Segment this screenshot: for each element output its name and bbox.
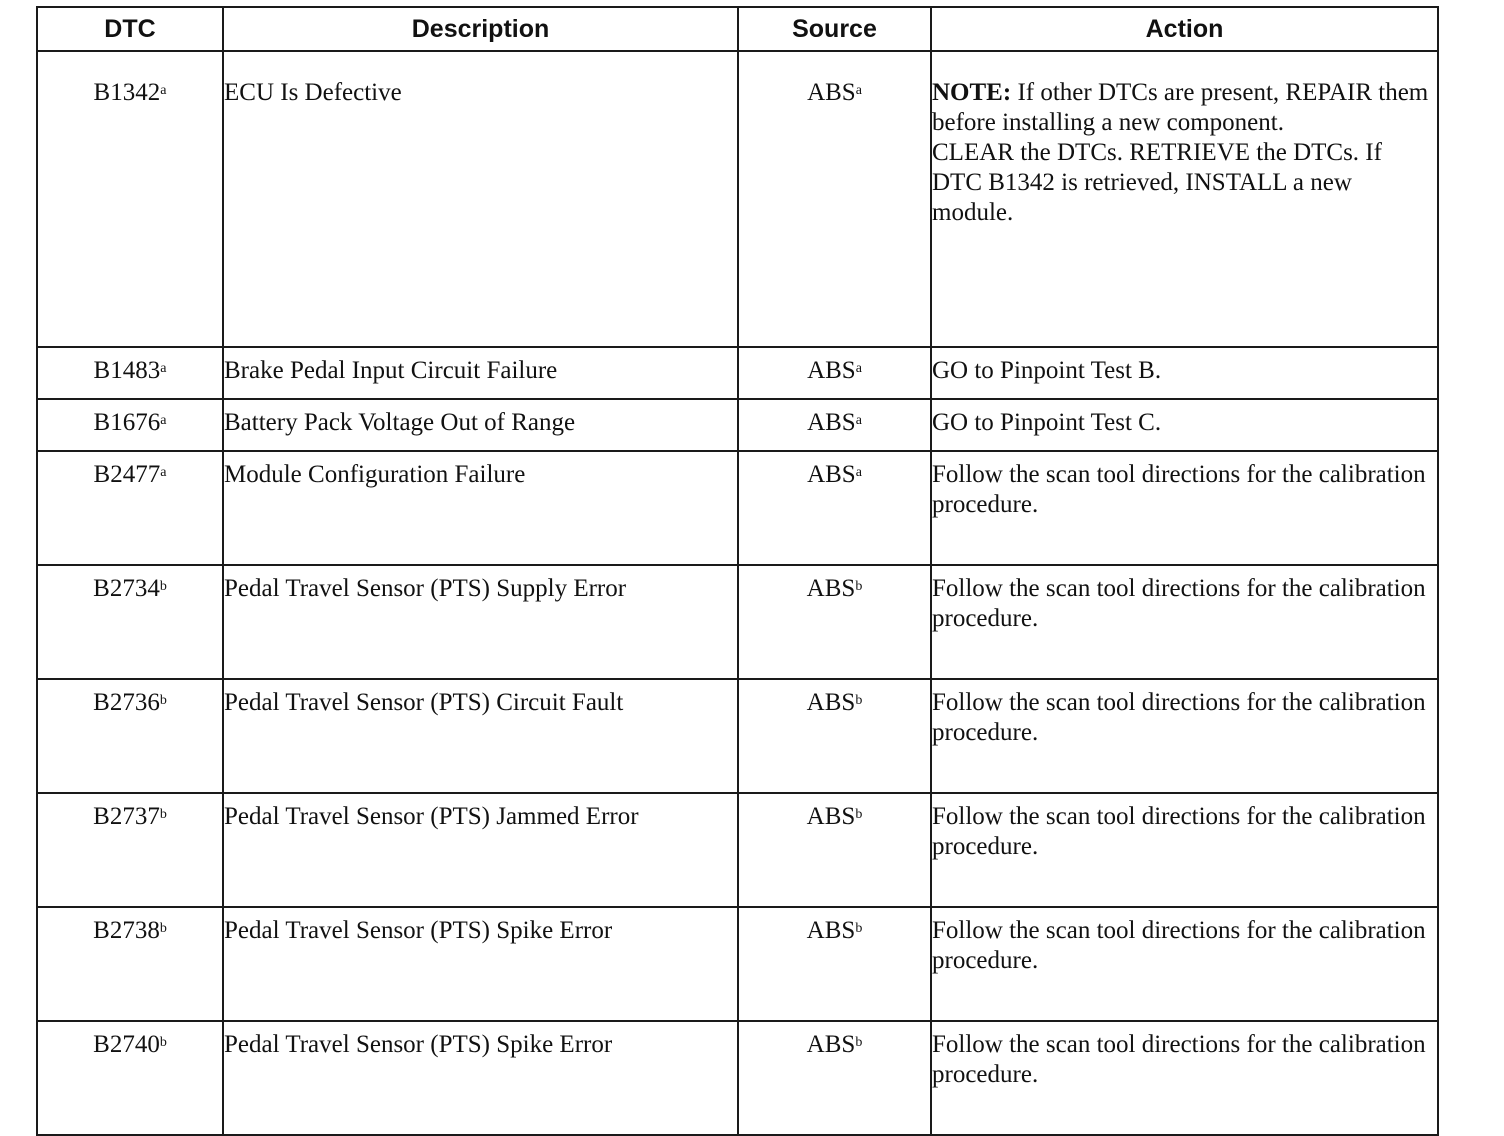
table-row	[37, 51, 1438, 347]
source-cell: ABS$^a$	[738, 347, 931, 399]
dtc-cell: B1676$^a$	[37, 399, 223, 451]
dtc-cell: B2477$^a$	[37, 451, 223, 565]
dtc-cell: B2740$^b$	[37, 1021, 223, 1135]
action-cell: Follow the scan tool directions for the calibration procedure.	[931, 679, 1438, 793]
action-cell: Follow the scan tool directions for the calibration procedure.	[931, 1021, 1438, 1135]
action-cell: GO to Pinpoint Test B.	[931, 347, 1438, 399]
source-cell: ABS$^b$	[738, 793, 931, 907]
description-cell: Pedal Travel Sensor (PTS) Supply Error	[223, 565, 738, 679]
table-row	[37, 679, 1438, 793]
table-row	[37, 347, 1438, 399]
description-cell: Battery Pack Voltage Out of Range	[223, 399, 738, 451]
note-label: NOTE:	[932, 79, 1012, 106]
action-cell: Follow the scan tool directions for the calibration procedure.	[931, 907, 1438, 1021]
table-row	[37, 565, 1438, 679]
table-row	[37, 399, 1438, 451]
description-cell: Pedal Travel Sensor (PTS) Circuit Fault	[223, 679, 738, 793]
action-cell: Follow the scan tool directions for the calibration procedure.	[931, 565, 1438, 679]
source-cell: ABS$^a$	[738, 399, 931, 451]
description-cell: Pedal Travel Sensor (PTS) Spike Error	[223, 907, 738, 1021]
table-row	[37, 1021, 1438, 1135]
dtc-cell: B1483$^a$	[37, 347, 223, 399]
source-cell: ABS$^a$	[738, 451, 931, 565]
dtc-cell: B2736$^b$	[37, 679, 223, 793]
note	[932, 78, 1437, 138]
action-cell: GO to Pinpoint Test C.	[931, 399, 1438, 451]
source-cell: ABS$^a$	[738, 51, 931, 347]
dtc-cell: B2737$^b$	[37, 793, 223, 907]
table-row	[37, 793, 1438, 907]
table-row	[37, 451, 1438, 565]
dtc-cell: B2738$^b$	[37, 907, 223, 1021]
dtc-cell: B1342$^a$	[37, 51, 223, 347]
source-cell: ABS$^b$	[738, 565, 931, 679]
header-dtc: DTC	[37, 7, 223, 51]
source-cell: ABS$^b$	[738, 1021, 931, 1135]
header-description: Description	[223, 7, 738, 51]
description-cell: ECU Is Defective	[223, 51, 738, 347]
source-cell: ABS$^b$	[738, 679, 931, 793]
action-cell: Follow the scan tool directions for the calibration procedure.	[931, 793, 1438, 907]
description-cell: Pedal Travel Sensor (PTS) Jammed Error	[223, 793, 738, 907]
header-row	[37, 7, 1438, 51]
description-cell: Pedal Travel Sensor (PTS) Spike Error	[223, 1021, 738, 1135]
source-cell: ABS$^b$	[738, 907, 931, 1021]
dtc-cell: B2734$^b$	[37, 565, 223, 679]
description-cell: Module Configuration Failure	[223, 451, 738, 565]
header-action: Action	[931, 7, 1438, 51]
action-cell: Follow the scan tool directions for the calibration procedure.	[931, 451, 1438, 565]
table-row	[37, 907, 1438, 1021]
note-text: If other DTCs are present, REPAIR them before installing a new component.	[932, 79, 1429, 136]
dtc-table	[36, 6, 1439, 1136]
header-source: Source	[738, 7, 931, 51]
action-cell	[931, 51, 1438, 347]
action-text: CLEAR the DTCs. RETRIEVE the DTCs. If DTC B1342 is retrieved, INSTALL a new module.	[932, 139, 1382, 226]
description-cell: Brake Pedal Input Circuit Failure	[223, 347, 738, 399]
